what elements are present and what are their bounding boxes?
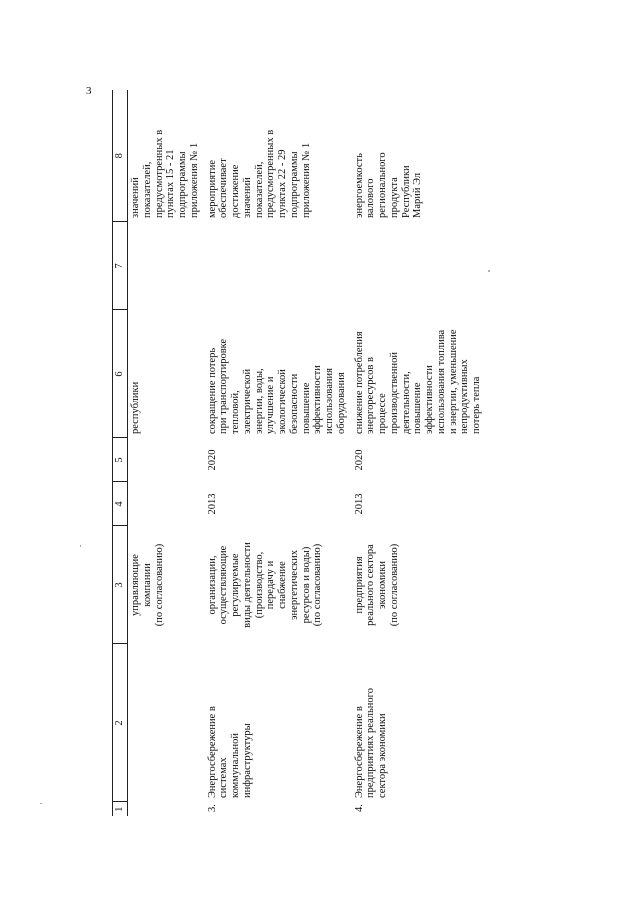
header-cell: 6 (113, 310, 128, 438)
start-year: 2013 (206, 493, 218, 515)
column-7 (128, 222, 205, 310)
header-cell: 2 (113, 644, 128, 802)
table-row (205, 90, 352, 816)
executor: организации, осуществляющие регулируемые виды деятельности (производство, передачу и снабжение энергетических ресурсов и воды) (по согласованию) (206, 542, 324, 628)
end-year: 2020 (206, 449, 218, 471)
end-year (128, 438, 205, 482)
end-year: 2020 (353, 449, 365, 471)
measure-name (128, 644, 205, 802)
header-cell: 8 (113, 90, 128, 222)
measure-name: Энергосбережение в предприятиях реального сектора экономики (353, 688, 388, 798)
row-number (128, 802, 205, 816)
header-cell: 7 (113, 222, 128, 310)
executor: предприятия реального сектора экономики (по согласованию) (353, 543, 400, 627)
start-year: 2013 (353, 493, 365, 515)
page-number: 3 (86, 85, 92, 97)
row-number: 3. (206, 804, 218, 812)
header-cell: 5 (113, 438, 128, 482)
scan-speck (40, 803, 42, 804)
start-year (128, 482, 205, 526)
program-table (112, 90, 487, 816)
measure-name: Энергосбережение в системах коммунальной инфраструктуры (206, 706, 253, 798)
expected-result: снижение потребления энергоресурсов в процессе производственной деятельности, повышение эффективности использования топлива и энергии, уменьшение непродуктивных потерь тепла (353, 329, 482, 434)
header-cell: 1 (113, 802, 128, 816)
column-7 (352, 222, 487, 310)
rotated-table-wrapper (112, 90, 482, 816)
expected-result: сокращение потерь при транспортировке тепловой, электрической энергии, воды, улучшение и экологической безопасности повышение эффективности использования оборудования (206, 338, 347, 434)
indicators: значений показателей, предусмотренных в пунктах 15 - 21 подпрограммы приложения № 1 (130, 129, 200, 218)
scan-speck (80, 545, 81, 547)
header-row (113, 90, 128, 816)
table-row (352, 90, 487, 816)
scan-speck (488, 270, 490, 272)
header-cell: 4 (113, 482, 128, 526)
header-cell: 3 (113, 526, 128, 644)
indicators: мероприятие обеспечивает достижение значений показателей, предусмотренных в пунктах 22 - 29 подпрограммы приложения № 1 (206, 129, 312, 218)
indicators: энергоемкость валового регионального продукта Республики Марий Эл (353, 152, 424, 218)
column-7 (205, 222, 352, 310)
executor: управляющие компании (по согласованию) (130, 543, 165, 627)
row-number: 4. (353, 804, 365, 812)
table-row (128, 90, 205, 816)
expected-result: республики (130, 381, 141, 434)
